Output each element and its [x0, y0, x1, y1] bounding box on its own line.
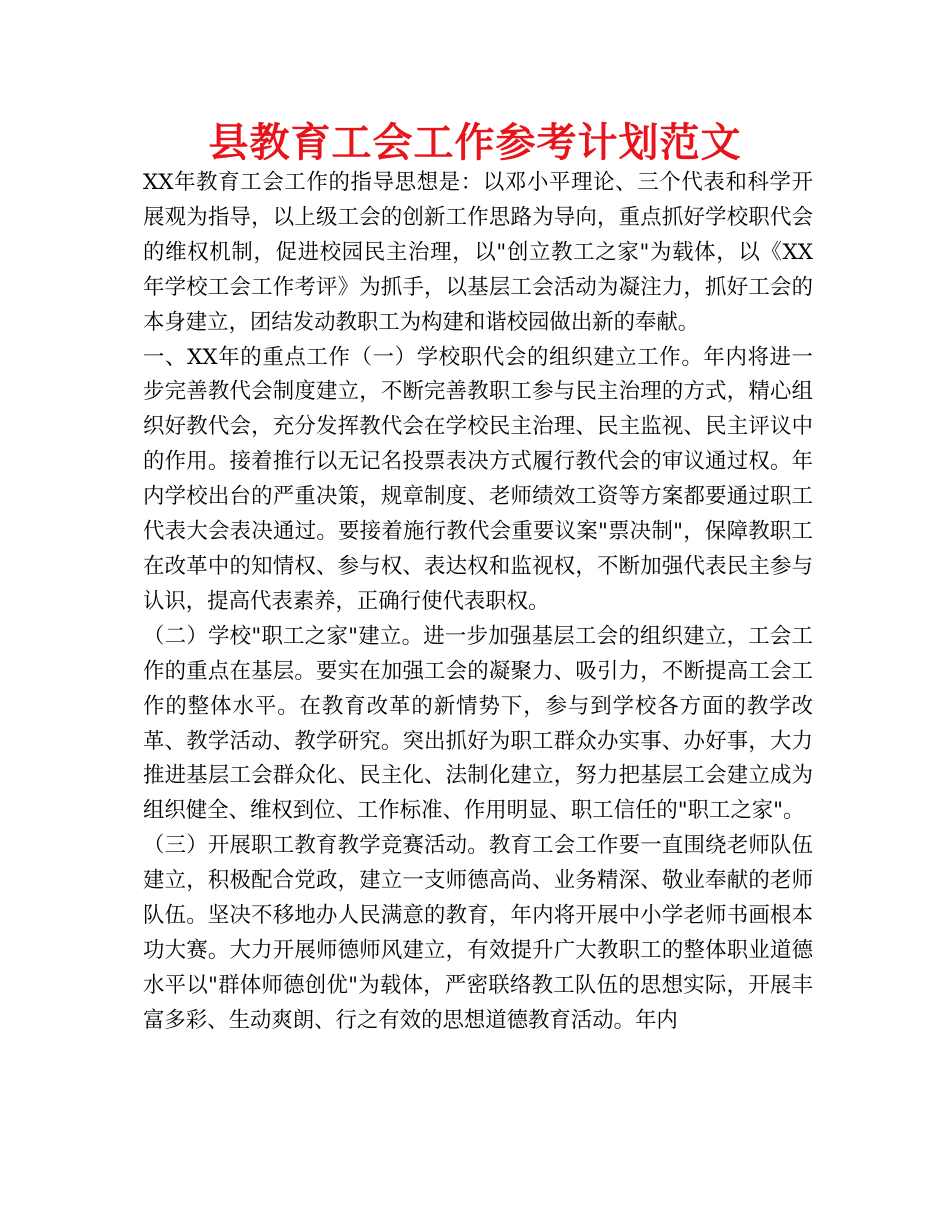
paragraph-teaching-competition: （三）开展职工教育教学竞赛活动。教育工会工作要一直围绕老师队伍建立，积极配合党政，建立一支师德高尚、业务精深、敬业奉献的老师队伍。坚决不移地办人民满意的教育，年内将开展中小学老师书画根本功大赛。大力开展师德师风建立，有效提升广大教职工的整体职业道德水平以"群体师德创优"为载体，严密联络教工队伍的思想实际，开展丰富多彩、生动爽朗、行之有效的思想道德教育活动。年内 [143, 833, 813, 1033]
paragraph-staff-home: （二）学校"职工之家"建立。进一步加强基层工会的组织建立，工会工作的重点在基层。要实在加强工会的凝聚力、吸引力，不断提高工会工作的整体水平。在教育改革的新情势下，参与到学校各方面的教学改革、教学活动、教学研究。突出抓好为职工群众办实事、办好事，大力推进基层工会群众化、民主化、法制化建立，努力把基层工会建立成为组织健全、维权到位、工作标准、作用明显、职工信任的"职工之家"。 [143, 623, 813, 824]
document-body [143, 166, 813, 1039]
paragraph-key-work-staff-congress: 一、XX年的重点工作（一）学校职代会的组织建立工作。年内将进一步完善教代会制度建立，不断完善教职工参与民主治理的方式，精心组织好教代会，充分发挥教代会在学校民主治理、民主监视、民主评议中的作用。接着推行以无记名投票表决方式履行教代会的审议通过权。年内学校出台的严重决策，规章制度、老师绩效工资等方案都要通过职工代表大会表决通过。要接着施行教代会重要议案"票决制"，保障教职工在改革中的知情权、参与权、表达权和监视权，不断加强代表民主参与认识，提高代表素养，正确行使代表职权。 [143, 344, 813, 614]
paragraph-guiding-ideology: XX年教育工会工作的指导思想是：以邓小平理论、三个代表和科学开展观为指导，以上级工会的创新工作思路为导向，重点抓好学校职代会的维权机制，促进校园民主治理，以"创立教工之家"为载体，以《XX年学校工会工作考评》为抓手，以基层工会活动为凝注力，抓好工会的本身建立，团结发动教职工为构建和谐校园做出新的奉献。 [143, 170, 813, 335]
document-title: 县教育工会工作参考计划范文 [208, 119, 742, 166]
